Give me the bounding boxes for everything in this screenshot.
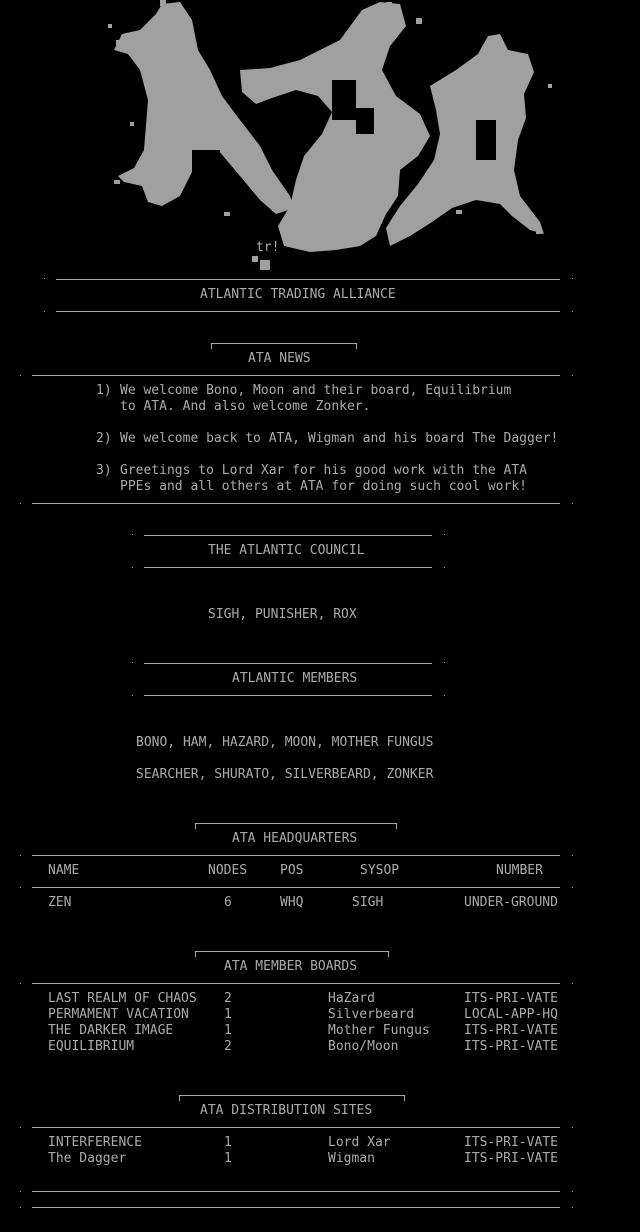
site-sysop: Lord Xar [328, 1135, 391, 1150]
members-line: BONO, HAM, HAZARD, MOON, MOTHER FUNGUS [136, 735, 434, 750]
board-nodes: 1 [224, 1007, 232, 1022]
column-header-number: NUMBER [496, 863, 543, 878]
news-item-number: 3) [96, 463, 112, 478]
site-number: ITS-PRI-VATE [464, 1151, 558, 1166]
board-name: LAST REALM OF CHAOS [48, 991, 197, 1006]
hq-title-bracket [195, 823, 397, 829]
hq-pos: WHQ [280, 895, 304, 910]
board-name: EQUILIBRIUM [48, 1039, 135, 1054]
news-top-rule [32, 375, 560, 376]
news-item-line: PPEs and all others at ATA for doing such cool work! [120, 479, 527, 494]
news-bottom-rule [32, 503, 560, 504]
hq-number: UNDER-GROUND [464, 895, 558, 910]
boards-title: ATA MEMBER BOARDS [224, 959, 358, 974]
board-nodes: 2 [224, 991, 232, 1006]
members-line: SEARCHER, SHURATO, SILVERBEARD, ZONKER [136, 767, 434, 782]
board-sysop: HaZard [328, 991, 375, 1006]
dist-title: ATA DISTRIBUTION SITES [200, 1103, 373, 1118]
board-number: LOCAL-APP-HQ [464, 1007, 558, 1022]
banner-title: ATLANTIC TRADING ALLIANCE [200, 287, 396, 302]
hq-top-rule [32, 855, 560, 856]
column-header-nodes: NODES [208, 863, 248, 878]
members-top-rule [144, 663, 432, 664]
council-top-rule [144, 535, 432, 536]
news-item-line: We welcome back to ATA, Wigman and his board The Dagger! [120, 431, 559, 446]
dist-top-rule [32, 1127, 560, 1128]
board-name: PERMAMENT VACATION [48, 1007, 189, 1022]
news-item-line: to ATA. And also welcome Zonker. [120, 399, 371, 414]
dist-title-bracket [179, 1095, 405, 1101]
boards-title-bracket [195, 951, 389, 957]
footer-rule [32, 1191, 560, 1192]
logo-signature: tr! [256, 240, 280, 255]
news-title-bracket [211, 343, 357, 349]
banner-top-rule [56, 279, 560, 280]
board-number: ITS-PRI-VATE [464, 1023, 558, 1038]
site-name: The Dagger [48, 1151, 127, 1166]
board-sysop: Silverbeard [328, 1007, 415, 1022]
site-nodes: 1 [224, 1135, 232, 1150]
members-bottom-rule [144, 695, 432, 696]
site-nodes: 1 [224, 1151, 232, 1166]
news-title: ATA NEWS [248, 351, 311, 366]
board-sysop: Bono/Moon [328, 1039, 399, 1054]
hq-name: ZEN [48, 895, 72, 910]
hq-nodes: 6 [224, 895, 232, 910]
hq-title: ATA HEADQUARTERS [232, 831, 358, 846]
column-header-name: NAME [48, 863, 80, 878]
footer-rule [32, 1207, 560, 1208]
council-bottom-rule [144, 567, 432, 568]
members-title: ATLANTIC MEMBERS [232, 671, 358, 686]
board-number: ITS-PRI-VATE [464, 991, 558, 1006]
banner-bottom-rule [56, 311, 560, 312]
ata-logo-art [100, 0, 560, 275]
news-item-line: We welcome Bono, Moon and their board, Equilibrium [120, 383, 512, 398]
board-number: ITS-PRI-VATE [464, 1039, 558, 1054]
hq-header-rule [32, 887, 560, 888]
board-nodes: 1 [224, 1023, 232, 1038]
hq-sysop: SIGH [352, 895, 384, 910]
news-item-number: 1) [96, 383, 112, 398]
news-item-line: Greetings to Lord Xar for his good work with the ATA [120, 463, 527, 478]
column-header-pos: POS [280, 863, 304, 878]
board-sysop: Mother Fungus [328, 1023, 430, 1038]
site-name: INTERFERENCE [48, 1135, 142, 1150]
column-header-sysop: SYSOP [360, 863, 400, 878]
council-names: SIGH, PUNISHER, ROX [208, 607, 357, 622]
site-number: ITS-PRI-VATE [464, 1135, 558, 1150]
site-sysop: Wigman [328, 1151, 375, 1166]
council-title: THE ATLANTIC COUNCIL [208, 543, 365, 558]
logo-letter-a-left [114, 2, 294, 214]
board-nodes: 2 [224, 1039, 232, 1054]
boards-top-rule [32, 983, 560, 984]
board-name: THE DARKER IMAGE [48, 1023, 174, 1038]
news-item-number: 2) [96, 431, 112, 446]
